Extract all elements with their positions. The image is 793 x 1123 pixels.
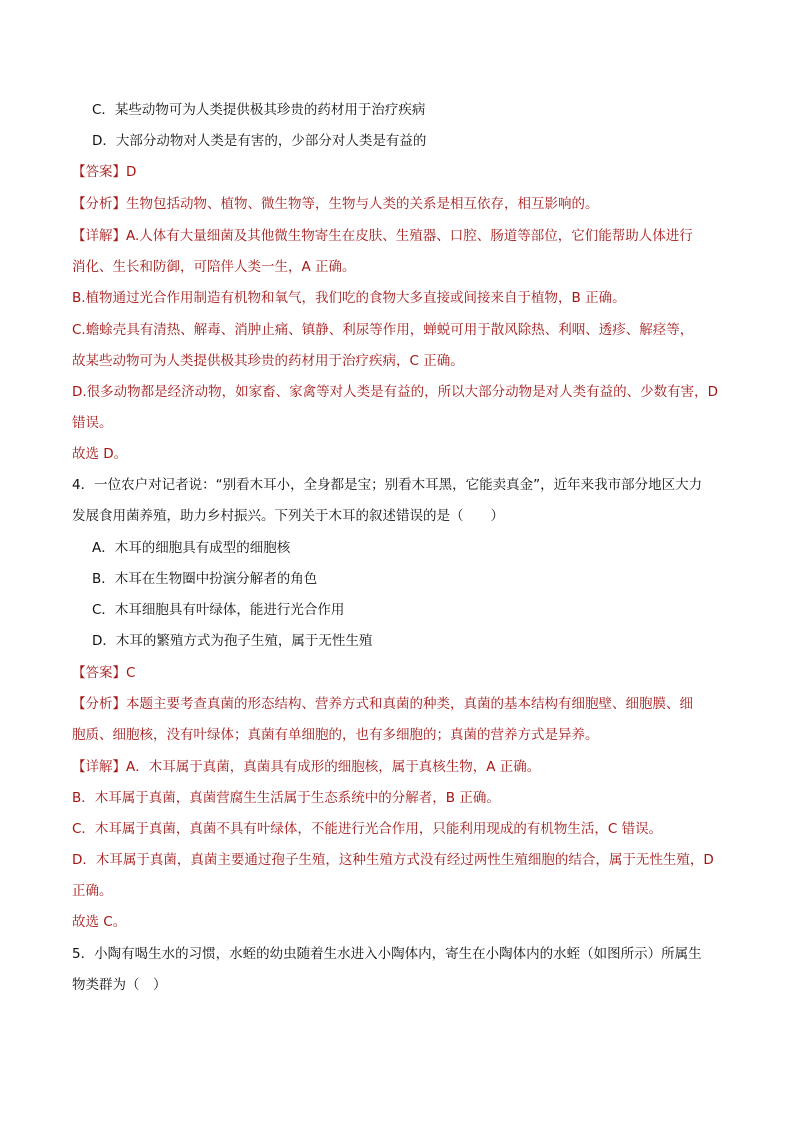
- q3-detail-c-cont: 故某些动物可为人类提供极其珍贵的药材用于治疗疾病，C 正确。: [72, 353, 464, 369]
- q3-answer: [72, 162, 793, 182]
- detail-tag: 【详解】: [72, 759, 126, 775]
- q3-detail-d-cont: 错误。: [72, 415, 113, 431]
- q3-detail-a-cont: 消化、生长和防御，可陪伴人类一生，A 正确。: [72, 259, 356, 275]
- answer-value: C: [126, 665, 136, 681]
- q3-detail-d: D.很多动物都是经济动物，如家畜、家禽等对人类是有益的，所以大部分动物是对人类有益的、少数有害，D: [72, 384, 719, 400]
- analysis-tag: 【分析】: [72, 696, 126, 712]
- q3-analysis: [72, 194, 793, 214]
- q4-detail-a: [72, 757, 793, 777]
- q5-stem: 5．小陶有喝生水的习惯，水蛭的幼虫随着生水进入小陶体内，寄生在小陶体内的水蛭（如图所示）所属生: [72, 946, 702, 962]
- analysis-text: 生物包括动物、植物、微生物等，生物与人类的关系是相互依存，相互影响的。: [126, 196, 599, 212]
- q3-detail-b: B.植物通过光合作用制造有机物和氧气，我们吃的食物大多直接或间接来自于植物，B 正确。: [72, 290, 626, 306]
- q4-detail-d: D．木耳属于真菌，真菌主要通过孢子生殖，这种生殖方式没有经过两性生殖细胞的结合，属于无性生殖，D: [72, 852, 714, 868]
- answer-tag: 【答案】: [72, 665, 126, 681]
- q3-detail-c: C.蟾蜍壳具有清热、解毒、消肿止痛、镇静、利尿等作用，蝉蜕可用于散风除热、利咽、透疹、解痉等，: [72, 322, 694, 338]
- q4-analysis: [72, 694, 793, 714]
- q3-detail-a: [72, 226, 793, 246]
- q4-option-a: A．木耳的细胞具有成型的细胞核: [92, 540, 291, 556]
- q3-option-c: C．某些动物可为人类提供极其珍贵的药材用于治疗疾病: [92, 102, 426, 118]
- detail-text: A．木耳属于真菌，真菌具有成形的细胞核，属于真核生物，A 正确。: [126, 759, 541, 775]
- q4-stem-cont: 发展食用菌养殖，助力乡村振兴。下列关于木耳的叙述错误的是（ ）: [72, 508, 504, 524]
- q3-option-d: D．大部分动物对人类是有害的，少部分对人类是有益的: [92, 133, 427, 149]
- q4-choice: 故选 C。: [72, 914, 127, 930]
- detail-tag: 【详解】: [72, 228, 126, 244]
- q5-stem-cont: 物类群为（ ）: [72, 977, 167, 993]
- q4-stem: 4．一位农户对记者说：“别看木耳小，全身都是宝；别看木耳黑，它能卖真金”，近年来我市部分地区大力: [72, 477, 703, 493]
- detail-text: A.人体有大量细菌及其他微生物寄生在皮肤、生殖器、口腔、肠道等部位，它们能帮助人体进行: [126, 228, 693, 244]
- q4-detail-c: C．木耳属于真菌，真菌不具有叶绿体，不能进行光合作用，只能利用现成的有机物生活，C 错误。: [72, 821, 663, 837]
- q4-detail-d-cont: 正确。: [72, 883, 113, 899]
- q4-option-c: C．木耳细胞具有叶绿体，能进行光合作用: [92, 602, 345, 618]
- q4-option-d: D．木耳的繁殖方式为孢子生殖，属于无性生殖: [92, 633, 373, 649]
- q4-detail-b: B．木耳属于真菌，真菌营腐生生活属于生态系统中的分解者，B 正确。: [72, 790, 500, 806]
- analysis-text: 本题主要考查真菌的形态结构、营养方式和真菌的种类，真菌的基本结构有细胞壁、细胞膜、细: [126, 696, 693, 712]
- q4-analysis-cont: 胞质、细胞核，没有叶绿体；真菌有单细胞的，也有多细胞的；真菌的营养方式是异养。: [72, 727, 599, 743]
- answer-value: D: [126, 164, 137, 180]
- q3-choice: 故选 D。: [72, 446, 128, 462]
- analysis-tag: 【分析】: [72, 196, 126, 212]
- q4-option-b: B．木耳在生物圈中扮演分解者的角色: [92, 571, 318, 587]
- q4-answer: [72, 663, 793, 683]
- answer-tag: 【答案】: [72, 164, 126, 180]
